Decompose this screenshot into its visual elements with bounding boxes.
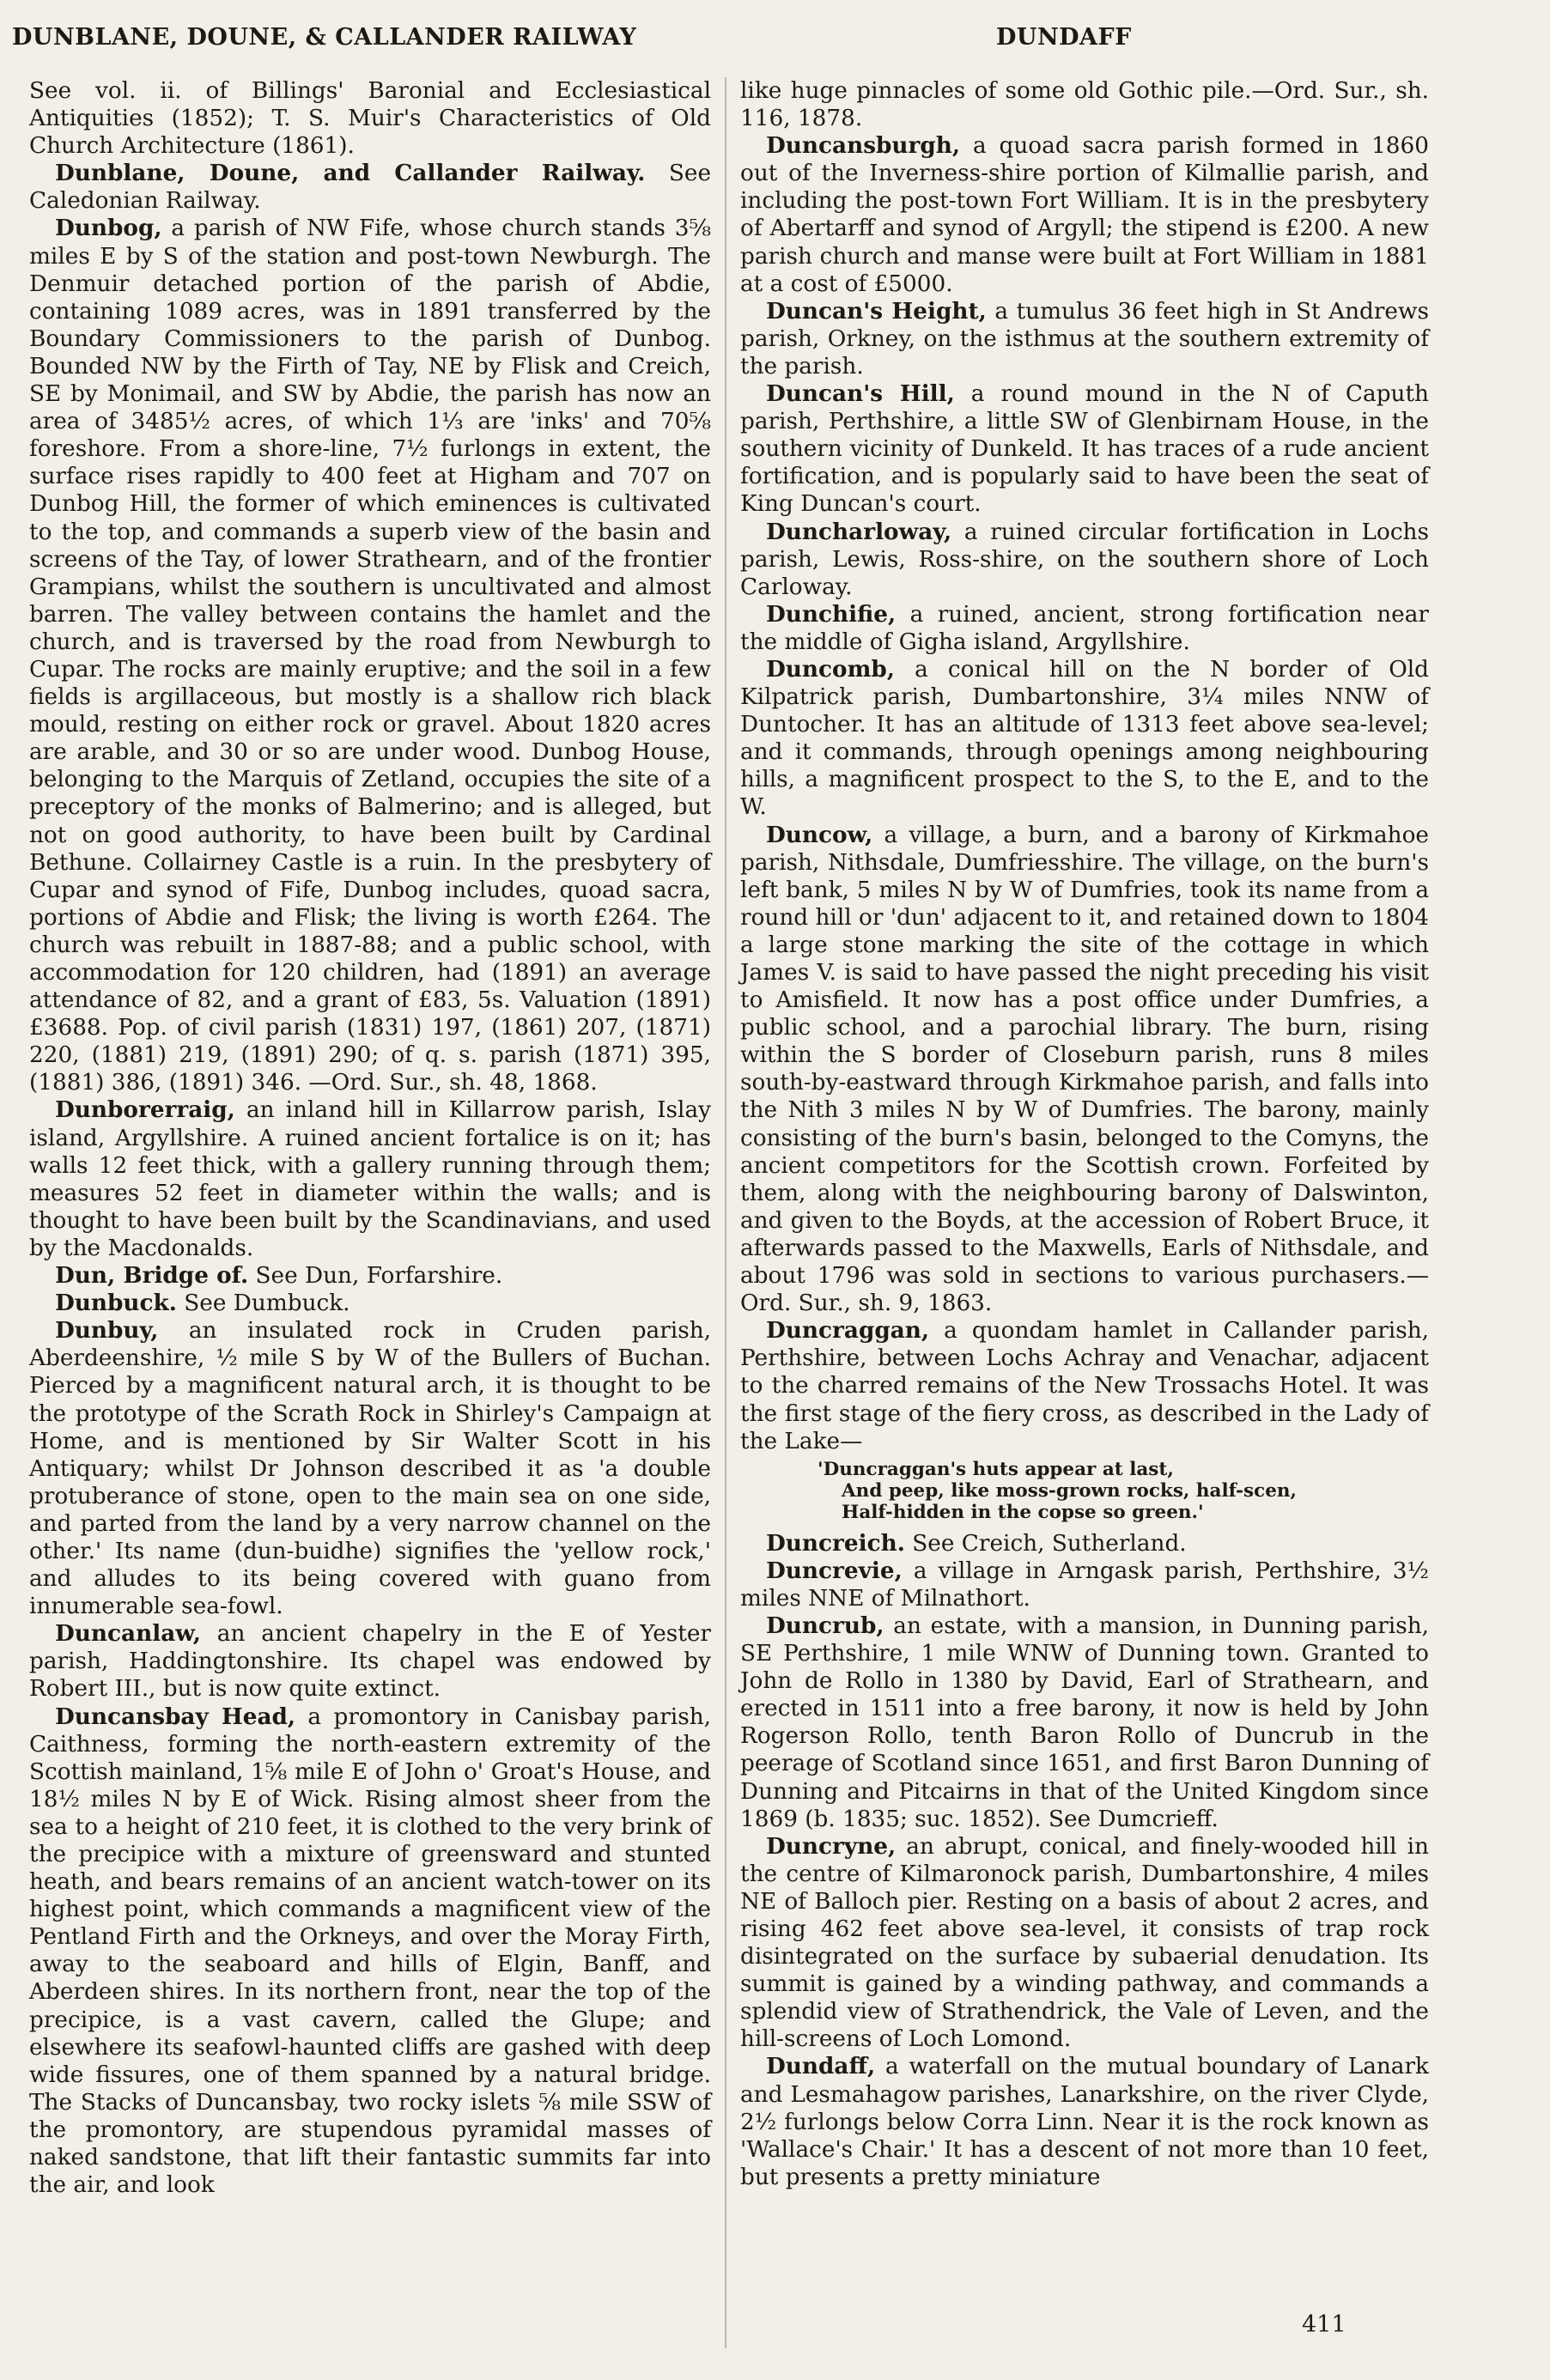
entry-text: an estate, with a mansion, in Dunning parish, SE Perthshire, 1 mile WNW of Dunning town. Granted to John de Rollo in 1380 by David, Earl of Strathearn, and erected in 1511 into a free barony, it now is held by John Rogerson Rollo, tenth Baron Rollo of Duncrub in the peerage of Scotland since 1651, and first Baron Dunning of Dunning and Pitcairns in that of the United Kingdom since 1869 (b. 1835; suc. 1852). See Dumcrieff. <box>740 1612 1429 1832</box>
entry-dunbuck <box>29 1290 711 1317</box>
entry-text: a quoad sacra parish formed in 1860 out of the Inverness-shire portion of Kilmallie parish, and including the post-town Fort William. It is in the presbytery of Abertarff and synod of Argyll; the stipend is £200. A new parish church and manse were built at Fort William in 1881 at a cost of £5000. <box>740 133 1429 297</box>
entry-text: a village in Arngask parish, Perthshire, 3½ miles NNE of Milnathort. <box>740 1557 1429 1612</box>
entry-duncharloway <box>740 519 1429 601</box>
verse-line: Half-hidden in the copse so green.' <box>842 1501 1204 1523</box>
entry-continuation: See vol. ii. of Billings' Baronial and Ecclesiastical Antiquities (1852); T. S. Muir's Characteristics of Old Church Architecture (1861). <box>29 78 711 160</box>
entry-text: a village, a burn, and a barony of Kirkmahoe parish, Nithsdale, Dumfriesshire. The village, on the burn's left bank, 5 miles N by W of Dumfries, took its name from a round hill or 'dun' adjacent to it, and retained down to 1804 a large stone marking the site of the cottage in which James V. is said to have passed the night preceding his visit to Amisfield. It now has a post office under Dumfries, a public school, and a parochial library. The burn, rising within the S border of Closeburn parish, runs 8 miles south-by-eastward through Kirkmahoe parish, and falls into the Nith 3 miles N by W of Dumfries. The barony, mainly consisting of the burn's basin, belonged to the Comyns, the ancient competitors for the Scottish crown. Forfeited by them, along with the neighbouring barony of Dalswinton, and given to the Boyds, at the accession of Robert Bruce, it afterwards passed to the Maxwells, Earls of Nithsdale, and about 1796 was sold in sections to various purchasers.—Ord. Sur., sh. 9, 1863. <box>740 822 1429 1317</box>
entry-duncow <box>740 822 1429 1318</box>
running-header-left: DUNBLANE, DOUNE, & CALLANDER RAILWAY <box>12 24 637 51</box>
entry-duncanlaw <box>29 1620 711 1703</box>
headword: Dunchifie, <box>766 600 897 628</box>
entry-duncrevie <box>740 1557 1429 1612</box>
entry-dunbuy <box>29 1317 711 1620</box>
entry-text: See Creich, Sutherland. <box>904 1530 1187 1557</box>
headword: Dundaff, <box>766 2053 876 2080</box>
entry-text: an abrupt, conical, and finely-wooded hill in the centre of Kilmaronock parish, Dumbartonshire, 4 miles NE of Balloch pier. Resting on a basis of about 2 acres, and rising 462 feet above sea-level, it consists of trap rock disintegrated on the surface by subaerial denudation. Its summit is gained by a winding pathway, and commands a splendid view of Strathendrick, the Vale of Leven, and the hill-screens of Loch Lomond. <box>740 1833 1429 2053</box>
headword: Duncryne, <box>766 1832 897 1860</box>
verse-line: 'Duncraggan's huts appear at last, <box>818 1458 1174 1480</box>
entry-text: a conical hill on the N border of Old Kilpatrick parish, Dumbartonshire, 3¼ miles NNW of Duntocher. It has an altitude of 1313 feet above sea-level; and it commands, through openings among neighbouring hills, a magnificent prospect to the S, to the E, and to the W. <box>740 656 1429 821</box>
headword: Duncomb, <box>766 655 895 683</box>
headword: Duncreich. <box>766 1529 905 1557</box>
entry-text: an inland hill in Killarrow parish, Islay island, Argyllshire. A ruined ancient fortalice is on it; has walls 12 feet thick, with a gallery running through them; measures 52 feet in diameter within the walls; and is thought to have been built by the Scandinavians, and used by the Macdonalds. <box>29 1097 711 1261</box>
entry-text: a waterfall on the mutual boundary of Lanark and Lesmahagow parishes, Lanarkshire, on the river Clyde, 2½ furlongs below Corra Linn. Near it is the rock known as 'Wallace's Chair.' It has a descent of not more than 10 feet, but presents a pretty miniature <box>740 2054 1429 2190</box>
headword: Dunbuck. <box>55 1290 177 1317</box>
entry-dun-bridge <box>29 1262 711 1290</box>
left-column <box>29 77 711 2199</box>
entry-duncans-hill <box>740 380 1429 518</box>
headword: Dunblane, Doune, and Callander Railway. <box>55 160 646 187</box>
page-number: 411 <box>1302 2311 1346 2338</box>
entry-duncraggan <box>740 1317 1429 1454</box>
entry-text: a ruined circular fortification in Lochs parish, Lewis, Ross-shire, on the southern shore of Loch Carloway. <box>740 519 1429 600</box>
entry-text: a tumulus 36 feet high in St Andrews parish, Orkney, on the isthmus at the southern extremity of the parish. <box>740 298 1429 379</box>
entry-duncansburgh <box>740 132 1429 298</box>
entry-text: a quondam hamlet in Callander parish, Perthshire, between Lochs Achray and Venachar, adjacent to the charred remains of the New Trossachs Hotel. It was the first stage of the fiery cross, as described in the Lady of the Lake— <box>740 1318 1429 1454</box>
running-header-right: DUNDAFF <box>996 24 1132 51</box>
entry-duncreich <box>740 1530 1429 1557</box>
entry-duncrub <box>740 1612 1429 1833</box>
entry-dundaff <box>740 2053 1429 2190</box>
entry-text: a ruined, ancient, strong fortification near the middle of Gigha island, Argyllshire. <box>740 601 1429 655</box>
column-divider <box>725 77 726 2348</box>
headword: Duncraggan, <box>766 1317 930 1345</box>
headword: Duncanlaw, <box>55 1620 201 1648</box>
entry-text: a round mound in the N of Caputh parish, Perthshire, a little SW of Glenbirnam House, in the southern vicinity of Dunkeld. It has traces of a rude ancient fortification, and is popularly said to have been the seat of King Duncan's court. <box>740 381 1429 518</box>
entry-continuation: like huge pinnacles of some old Gothic pile.—Ord. Sur., sh. 116, 1878. <box>740 78 1429 132</box>
headword: Dunbog, <box>55 215 162 242</box>
verse-line: And peep, like moss-grown rocks, half-scen, <box>842 1479 1298 1502</box>
entry-dunborerraig <box>29 1096 711 1262</box>
headword: Duncrub, <box>766 1612 884 1639</box>
headword: Duncan's Hill, <box>766 380 955 408</box>
entry-duncomb <box>740 656 1429 822</box>
headword: Duncow, <box>766 821 873 848</box>
entry-dunchifie <box>740 601 1429 656</box>
entry-duncans-height <box>740 298 1429 380</box>
right-column <box>740 77 1429 2191</box>
headword: Dunborerraig, <box>55 1096 235 1124</box>
entry-duncansbay-head <box>29 1703 711 2200</box>
entry-text: a promontory in Canisbay parish, Caithness, forming the north-eastern extremity of the Scottish mainland, 1⅝ mile E of John o' Groat's House, and 18½ miles N by E of Wick. Rising almost sheer from the sea to a height of 210 feet, it is clothed to the very brink of the precipice with a mixture of greensward and stunted heath, and bears remains of an ancient watch-tower on its highest point, which commands a magnificent view of the Pentland Firth and the Orkneys, and over the Moray Firth, away to the seaboard and hills of Elgin, Banff, and Aberdeen shires. In its northern front, near the top of the precipice, is a vast cavern, called the Glupe; and elsewhere its seafowl-haunted cliffs are gashed with deep wide fissures, one of them spanned by a natural bridge. The Stacks of Duncansbay, two rocky islets ⅝ mile SSW of the promontory, are stupendous pyramidal masses of naked sandstone, that lift their fantastic summits far into the air, and look <box>29 1703 711 2199</box>
headword: Duncansbay Head, <box>55 1703 296 1730</box>
entry-dunblane-railway <box>29 160 711 215</box>
headword: Dun, Bridge of. <box>55 1262 249 1290</box>
entry-text: See Dun, Forfarshire. <box>248 1263 503 1290</box>
headword: Duncharloway, <box>766 518 952 545</box>
headword: Duncrevie, <box>766 1557 903 1584</box>
entry-dunbog <box>29 215 711 1096</box>
entry-duncryne <box>740 1833 1429 2054</box>
entry-text: See Dumbuck. <box>176 1290 350 1317</box>
headword: Duncansburgh, <box>766 132 961 160</box>
headword: Dunbuy, <box>55 1317 159 1345</box>
entry-text: See Caledonian Railway. <box>29 161 712 215</box>
entry-text: an insulated rock in Cruden parish, Aberdeenshire, ½ mile S by W of the Bullers of Buchan. Pierced by a magnificent natural arch, it is thought to be the prototype of the Scrath Rock in Shirley's Campaign at Home, and is mentioned by Sir Walter Scott in his Antiquary; whilst Dr Johnson described it as 'a double protuberance of stone, open to the main sea on one side, and parted from the land by a very narrow channel on the other.' Its name (dun-buidhe) signifies the 'yellow rock,' and alludes to its being covered with guano from innumerable sea-fowl. <box>29 1318 711 1620</box>
verse-quotation <box>740 1459 1429 1523</box>
entry-text: a parish of NW Fife, whose church stands 3⅝ miles E by S of the station and post-town Newburgh. The Denmuir detached portion of the parish of Abdie, containing 1089 acres, was in 1891 transferred by the Boundary Commissioners to the parish of Dunbog. Bounded NW by the Firth of Tay, NE by Flisk and Creich, SE by Monimail, and SW by Abdie, the parish has now an area of 3485½ acres, of which 1⅓ are 'inks' and 70⅝ foreshore. From a shore-line, 7½ furlongs in extent, the surface rises rapidly to 400 feet at Higham and 707 on Dunbog Hill, the former of which eminences is cultivated to the top, and commands a superb view of the basin and screens of the Tay, of lower Strathearn, and of the frontier Grampians, whilst the southern is uncultivated and almost barren. The valley between contains the hamlet and the church, and is traversed by the road from Newburgh to Cupar. The rocks are mainly eruptive; and the soil in a few fields is argillaceous, but mostly is a shallow rich black mould, resting on either rock or gravel. About 1820 acres are arable, and 30 or so are under wood. Dunbog House, belonging to the Marquis of Zetland, occupies the site of a preceptory of the monks of Balmerino; and is alleged, but not on good authority, to have been built by Cardinal Bethune. Collairney Castle is a ruin. In the presbytery of Cupar and synod of Fife, Dunbog includes, quoad sacra, portions of Abdie and Flisk; the living is worth £264. The church was rebuilt in 1887-88; and a public school, with accommodation for 120 children, had (1891) an average attendance of 82, and a grant of £83, 5s. Valuation (1891) £3688. Pop. of civil parish (1831) 197, (1861) 207, (1871) 220, (1881) 219, (1891) 290; of q. s. parish (1871) 395, (1881) 386, (1891) 346. —Ord. Sur., sh. 48, 1868. <box>29 216 711 1096</box>
entry-text: an ancient chapelry in the E of Yester parish, Haddingtonshire. Its chapel was endowed by Robert III., but is now quite extinct. <box>29 1621 711 1703</box>
headword: Duncan's Height, <box>766 297 987 325</box>
